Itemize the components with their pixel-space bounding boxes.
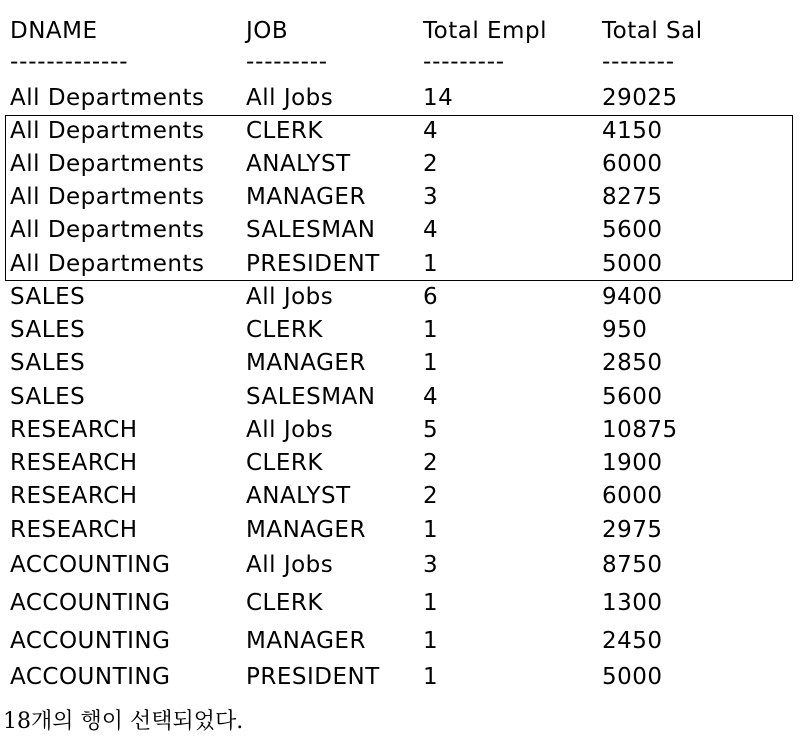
cell-dname: All Departments bbox=[10, 184, 205, 210]
header-total-empl: Total Empl bbox=[423, 18, 547, 44]
cell-total-sal: 8750 bbox=[602, 552, 663, 578]
cell-total-sal: 6000 bbox=[602, 483, 663, 509]
highlight-box bbox=[5, 115, 793, 281]
cell-dname: All Departments bbox=[10, 217, 205, 243]
cell-dname: RESEARCH bbox=[10, 517, 138, 543]
cell-dname: SALES bbox=[10, 317, 86, 343]
cell-total-empl: 1 bbox=[423, 251, 439, 277]
cell-total-empl: 1 bbox=[423, 664, 439, 690]
cell-job: All Jobs bbox=[246, 85, 334, 111]
cell-job: MANAGER bbox=[246, 350, 366, 376]
cell-job: MANAGER bbox=[246, 517, 366, 543]
header-total-sal: Total Sal bbox=[602, 18, 703, 44]
cell-total-sal: 5000 bbox=[602, 664, 663, 690]
cell-total-sal: 1900 bbox=[602, 450, 663, 476]
cell-total-sal: 8275 bbox=[602, 184, 663, 210]
cell-job: CLERK bbox=[246, 590, 323, 616]
cell-dname: RESEARCH bbox=[10, 417, 138, 443]
separator-job: --------- bbox=[246, 49, 328, 75]
cell-dname: SALES bbox=[10, 384, 86, 410]
cell-dname: ACCOUNTING bbox=[10, 552, 171, 578]
cell-job: All Jobs bbox=[246, 552, 334, 578]
cell-total-empl: 1 bbox=[423, 517, 439, 543]
cell-job: SALESMAN bbox=[246, 384, 376, 410]
cell-total-sal: 2975 bbox=[602, 517, 663, 543]
cell-dname: All Departments bbox=[10, 151, 205, 177]
separator-total-sal: -------- bbox=[602, 49, 675, 75]
cell-total-sal: 5600 bbox=[602, 217, 663, 243]
rows-selected-message: 18개의 행이 선택되었다. bbox=[3, 709, 244, 734]
cell-dname: SALES bbox=[10, 284, 86, 310]
cell-dname: SALES bbox=[10, 350, 86, 376]
cell-total-sal: 5000 bbox=[602, 251, 663, 277]
cell-job: ANALYST bbox=[246, 151, 351, 177]
cell-total-empl: 1 bbox=[423, 628, 439, 654]
cell-job: CLERK bbox=[246, 317, 323, 343]
cell-job: MANAGER bbox=[246, 628, 366, 654]
cell-job: ANALYST bbox=[246, 483, 351, 509]
cell-total-sal: 6000 bbox=[602, 151, 663, 177]
cell-total-sal: 2850 bbox=[602, 350, 663, 376]
cell-dname: ACCOUNTING bbox=[10, 664, 171, 690]
cell-total-empl: 2 bbox=[423, 151, 439, 177]
cell-total-sal: 4150 bbox=[602, 118, 663, 144]
cell-total-empl: 6 bbox=[423, 284, 439, 310]
cell-job: CLERK bbox=[246, 450, 323, 476]
cell-total-sal: 2450 bbox=[602, 628, 663, 654]
cell-total-empl: 3 bbox=[423, 184, 439, 210]
cell-total-sal: 10875 bbox=[602, 417, 678, 443]
cell-dname: All Departments bbox=[10, 251, 205, 277]
cell-total-empl: 1 bbox=[423, 590, 439, 616]
cell-job: All Jobs bbox=[246, 417, 334, 443]
cell-job: SALESMAN bbox=[246, 217, 376, 243]
cell-total-empl: 4 bbox=[423, 384, 439, 410]
cell-dname: All Departments bbox=[10, 85, 205, 111]
cell-total-sal: 9400 bbox=[602, 284, 663, 310]
cell-job: MANAGER bbox=[246, 184, 366, 210]
cell-total-sal: 1300 bbox=[602, 590, 663, 616]
cell-job: PRESIDENT bbox=[246, 664, 380, 690]
cell-dname: RESEARCH bbox=[10, 450, 138, 476]
cell-total-empl: 1 bbox=[423, 350, 439, 376]
cell-total-empl: 3 bbox=[423, 552, 439, 578]
cell-total-sal: 950 bbox=[602, 317, 648, 343]
cell-total-empl: 4 bbox=[423, 118, 439, 144]
cell-dname: ACCOUNTING bbox=[10, 628, 171, 654]
header-job: JOB bbox=[246, 18, 289, 44]
cell-total-sal: 5600 bbox=[602, 384, 663, 410]
separator-dname: ------------- bbox=[10, 49, 129, 75]
cell-job: CLERK bbox=[246, 118, 323, 144]
cell-dname: All Departments bbox=[10, 118, 205, 144]
cell-dname: ACCOUNTING bbox=[10, 590, 171, 616]
cell-dname: RESEARCH bbox=[10, 483, 138, 509]
cell-total-sal: 29025 bbox=[602, 85, 678, 111]
cell-total-empl: 1 bbox=[423, 317, 439, 343]
cell-total-empl: 2 bbox=[423, 450, 439, 476]
cell-job: PRESIDENT bbox=[246, 251, 380, 277]
cell-job: All Jobs bbox=[246, 284, 334, 310]
header-dname: DNAME bbox=[10, 18, 98, 44]
separator-total-empl: --------- bbox=[423, 49, 505, 75]
cell-total-empl: 4 bbox=[423, 217, 439, 243]
cell-total-empl: 5 bbox=[423, 417, 439, 443]
cell-total-empl: 2 bbox=[423, 483, 439, 509]
cell-total-empl: 14 bbox=[423, 85, 454, 111]
